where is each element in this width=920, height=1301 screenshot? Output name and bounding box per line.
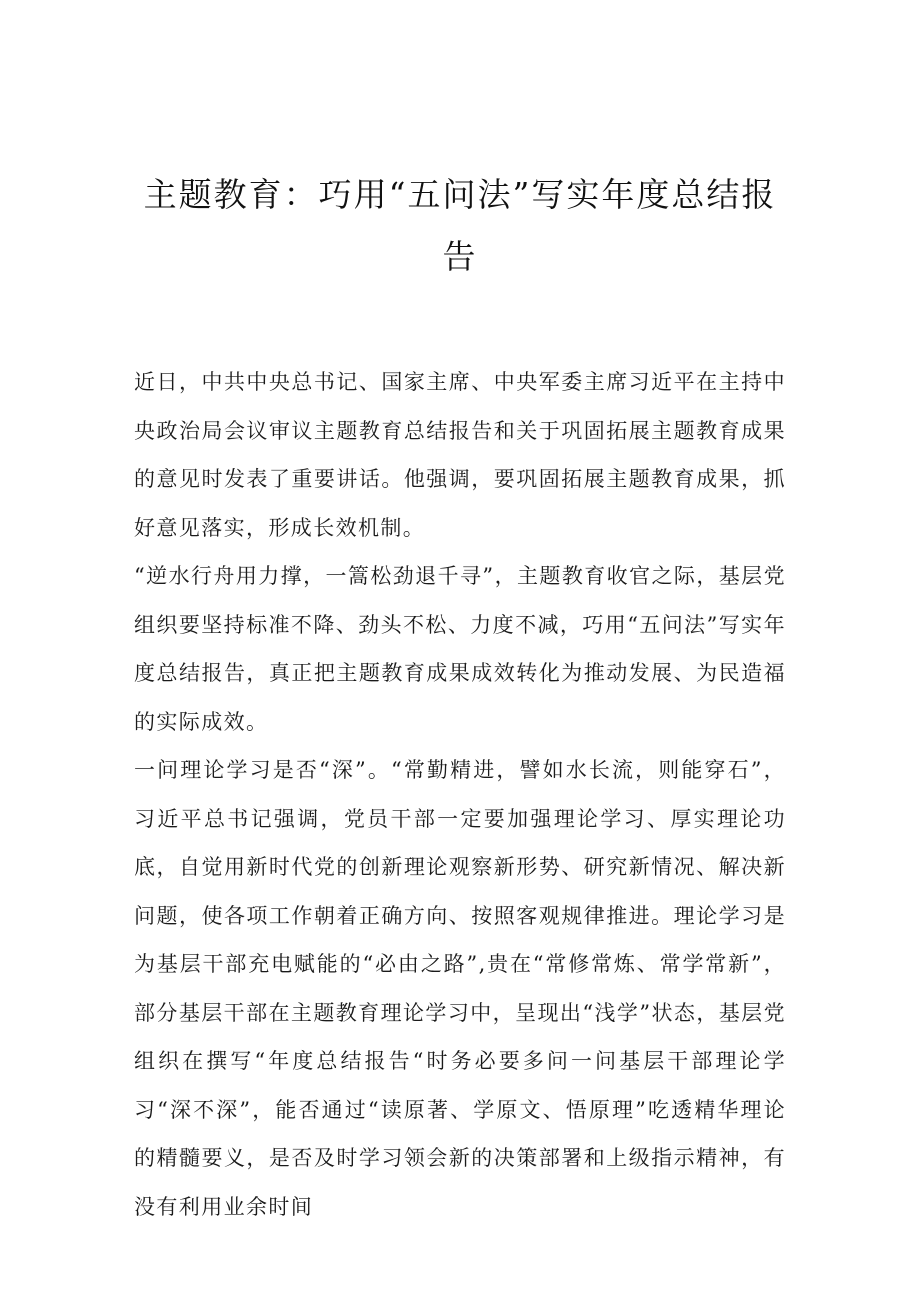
paragraph: 一问理论学习是否“深”。“常勤精进，譬如水长流，则能穿石”，习近平总书记强调，党员干部一定要加强理论学习、厚实理论功底，自觉用新时代党的创新理论观察新形势、研究新情况、解决新问题，使各项工作朝着正确方向、按照客观规律推进。理论学习是为基层干部充电赋能的“必由之路”,贵在“常修常炼、常学常新”，部分基层干部在主题教育理论学习中，呈现出“浅学”状态，基层党组织在撰写“年度总结报告“时务必要多问一问基层干部理论学习“深不深”，能否通过“读原著、学原文、悟原理”吃透精华理论的精髓要义，是否及时学习领会新的决策部署和上级指示精神，有没有利用业余时间	[134, 758, 786, 1219]
document-title: 主题教育：巧用“五问法”写实年度总结报告	[143, 175, 777, 276]
paragraph: “逆水行舟用力撑，一篙松劲退千寻”，主题教育收官之际，基层党组织要坚持标准不降、劲头不松、力度不减，巧用“五问法”写实年度总结报告，真正把主题教育成果成效转化为推动发展、为民造福的实际成效。	[134, 564, 786, 734]
paragraph: 近日，中共中央总书记、国家主席、中央军委主席习近平在主持中央政治局会议审议主题教育总结报告和关于巩固拓展主题教育成果的意见时发表了重要讲话。他强调，要巩固拓展主题教育成果，抓好意见落实，形成长效机制。	[134, 370, 786, 540]
document-body	[134, 358, 786, 1231]
